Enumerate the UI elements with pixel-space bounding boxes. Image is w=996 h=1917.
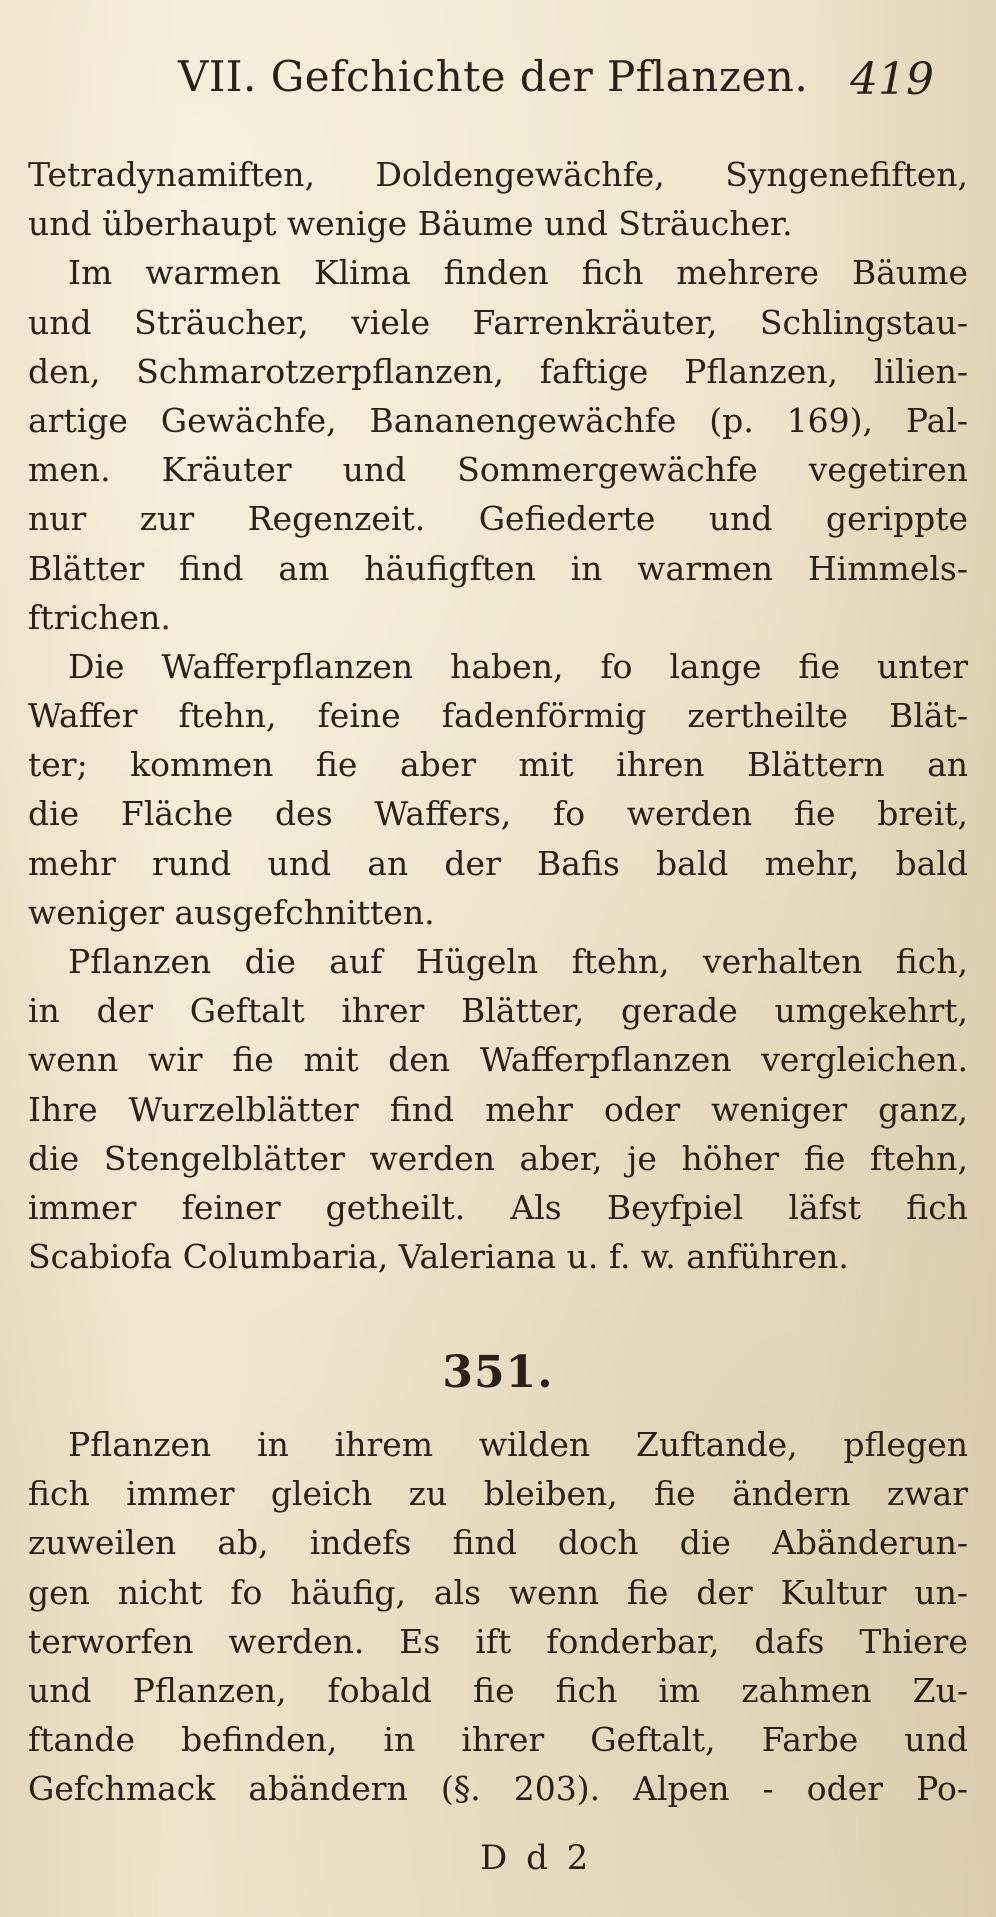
text-line: die Stengelblätter werden aber, je höher fie ftehn, xyxy=(28,1138,968,1178)
text-line: terworfen werden. Es ift fonderbar, dafs Thiere xyxy=(28,1621,968,1661)
page-header xyxy=(0,52,996,122)
text-line: Pflanzen die auf Hügeln ftehn, verhalten fich, xyxy=(68,942,968,981)
text-block-bottom xyxy=(28,1420,968,1814)
text-line: Blätter find am häufigften in warmen Himmels- xyxy=(28,548,968,588)
text-line: zuweilen ab, indefs find doch die Abänderun- xyxy=(28,1523,968,1563)
text-line: gen nicht fo häufig, als wenn fie der Kultur un- xyxy=(28,1572,968,1612)
text-line: artige Gewächfe, Bananengewächfe (p. 169), Pal- xyxy=(28,400,968,440)
text-line: mehr rund und an der Bafis bald mehr, bald xyxy=(28,843,968,883)
text-line: in der Geftalt ihrer Blätter, gerade umgekehrt, xyxy=(28,991,968,1031)
text-line: und überhaupt wenige Bäume und Sträucher. xyxy=(28,204,793,244)
text-line: immer feiner getheilt. Als Beyfpiel läfst fich xyxy=(28,1187,968,1227)
text-line: und Sträucher, viele Farrenkräuter, Schlingstau- xyxy=(28,302,968,342)
text-line: Tetradynamiften, Doldengewächfe, Syngenefiften, xyxy=(28,155,968,194)
text-line: Im warmen Klima finden fich mehrere Bäume xyxy=(68,253,968,293)
text-line: die Fläche des Waffers, fo werden fie breit, xyxy=(28,794,968,834)
text-line: fich immer gleich zu bleiben, fie ändern zwar xyxy=(28,1474,968,1514)
text-line: und Pflanzen, fobald fie fich im zahmen Zu- xyxy=(28,1670,968,1710)
text-line: ftande befinden, in ihrer Geftalt, Farbe und xyxy=(28,1720,968,1760)
text-line: ftrichen. xyxy=(28,597,171,637)
running-head: VII. Gefchichte der Pflanzen. xyxy=(178,52,809,101)
text-line: Scabiofa Columbaria, Valeriana u. f. w. anführen. xyxy=(28,1237,849,1277)
text-block-top xyxy=(28,150,968,1281)
text-line: Die Wafferpflanzen haben, fo lange fie unter xyxy=(68,646,968,686)
section-number: 351. xyxy=(442,1347,554,1398)
text-line: Ihre Wurzelblätter find mehr oder weniger ganz, xyxy=(28,1089,968,1129)
text-line: Pflanzen in ihrem wilden Zuftande, pflegen xyxy=(68,1425,968,1464)
text-line: den, Schmarotzerpflanzen, faftige Pflanzen, lilien- xyxy=(28,351,968,391)
text-line: Waffer ftehn, feine fadenförmig zertheilte Blät- xyxy=(28,696,968,736)
text-line: Gefchmack abändern (§. 203). Alpen - oder Po- xyxy=(28,1769,968,1809)
page-number: 419 xyxy=(850,54,934,105)
text-line: weniger ausgefchnitten. xyxy=(28,892,435,932)
signature-mark: D d 2 xyxy=(480,1838,593,1878)
text-line: ter; kommen fie aber mit ihren Blättern an xyxy=(28,745,968,785)
text-line: men. Kräuter und Sommergewächfe vegetiren xyxy=(28,450,968,490)
text-line: nur zur Regenzeit. Gefiederte und gerippte xyxy=(28,499,968,539)
text-line: wenn wir fie mit den Wafferpflanzen vergleichen. xyxy=(28,1040,968,1080)
